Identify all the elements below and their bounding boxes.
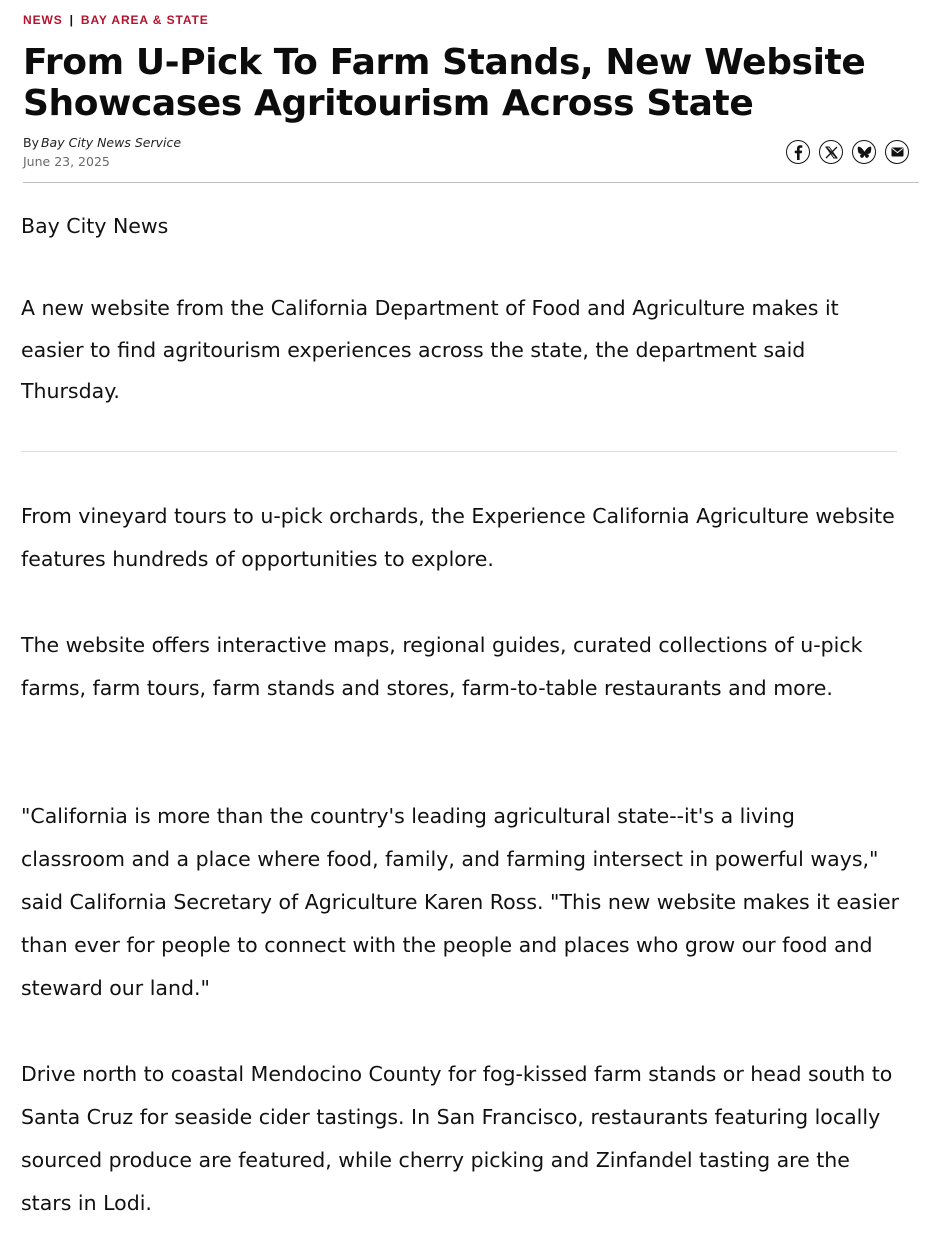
article-paragraph: Drive north to coastal Mendocino County for fog-kissed farm stands or head south to Santa Cruz for seaside cider tastings. In San Francisco, restaurants featuring locally sourced produce are featured, while cherry picking and Zinfandel tasting are the stars in Lodi. xyxy=(21,1062,893,1215)
article-paragraph: "California is more than the country's leading agricultural state--it's a living classroom and a place where food, family, and farming intersect in powerful ways," said California Secretary of Agriculture Karen Ross. "This new website makes it easier than ever for people to connect with the people and places who grow our food and steward our land." xyxy=(21,804,900,1000)
share-x-button[interactable] xyxy=(819,140,843,164)
article-paragraph: The website offers interactive maps, regional guides, curated collections of u-pick farms, farm tours, farm stands and stores, farm-to-table restaurants and more. xyxy=(21,633,863,700)
byline-author-link[interactable]: Bay City News Service xyxy=(40,135,182,150)
article-paragraph: From vineyard tours to u-pick orchards, the Experience California Agriculture website features hundreds of opportunities to explore. xyxy=(21,504,895,571)
breadcrumb-separator: | xyxy=(69,13,74,27)
share-bluesky-button[interactable] xyxy=(852,140,876,164)
share-facebook-button[interactable] xyxy=(786,140,810,164)
header-divider xyxy=(23,182,919,183)
x-icon xyxy=(825,146,838,159)
source-line: Bay City News xyxy=(21,214,169,238)
share-bar xyxy=(786,140,909,164)
content-divider xyxy=(21,451,897,452)
facebook-icon xyxy=(791,144,805,160)
bluesky-icon xyxy=(857,146,872,159)
byline-prefix: By xyxy=(23,135,39,150)
breadcrumb-bay-area-link[interactable]: BAY AREA & STATE xyxy=(80,13,209,27)
article-paragraph: A new website from the California Department of Food and Agriculture makes it easier to find agritourism experiences across the state, the department said Thursday. xyxy=(21,296,839,403)
breadcrumb xyxy=(23,13,209,27)
byline xyxy=(23,135,181,150)
article-headline: From U-Pick To Farm Stands, New Website Showcases Agritourism Across State xyxy=(23,42,866,124)
share-email-button[interactable] xyxy=(885,140,909,164)
breadcrumb-news-link[interactable]: NEWS xyxy=(23,13,63,27)
email-icon xyxy=(891,147,904,157)
publish-date: June 23, 2025 xyxy=(23,154,110,169)
